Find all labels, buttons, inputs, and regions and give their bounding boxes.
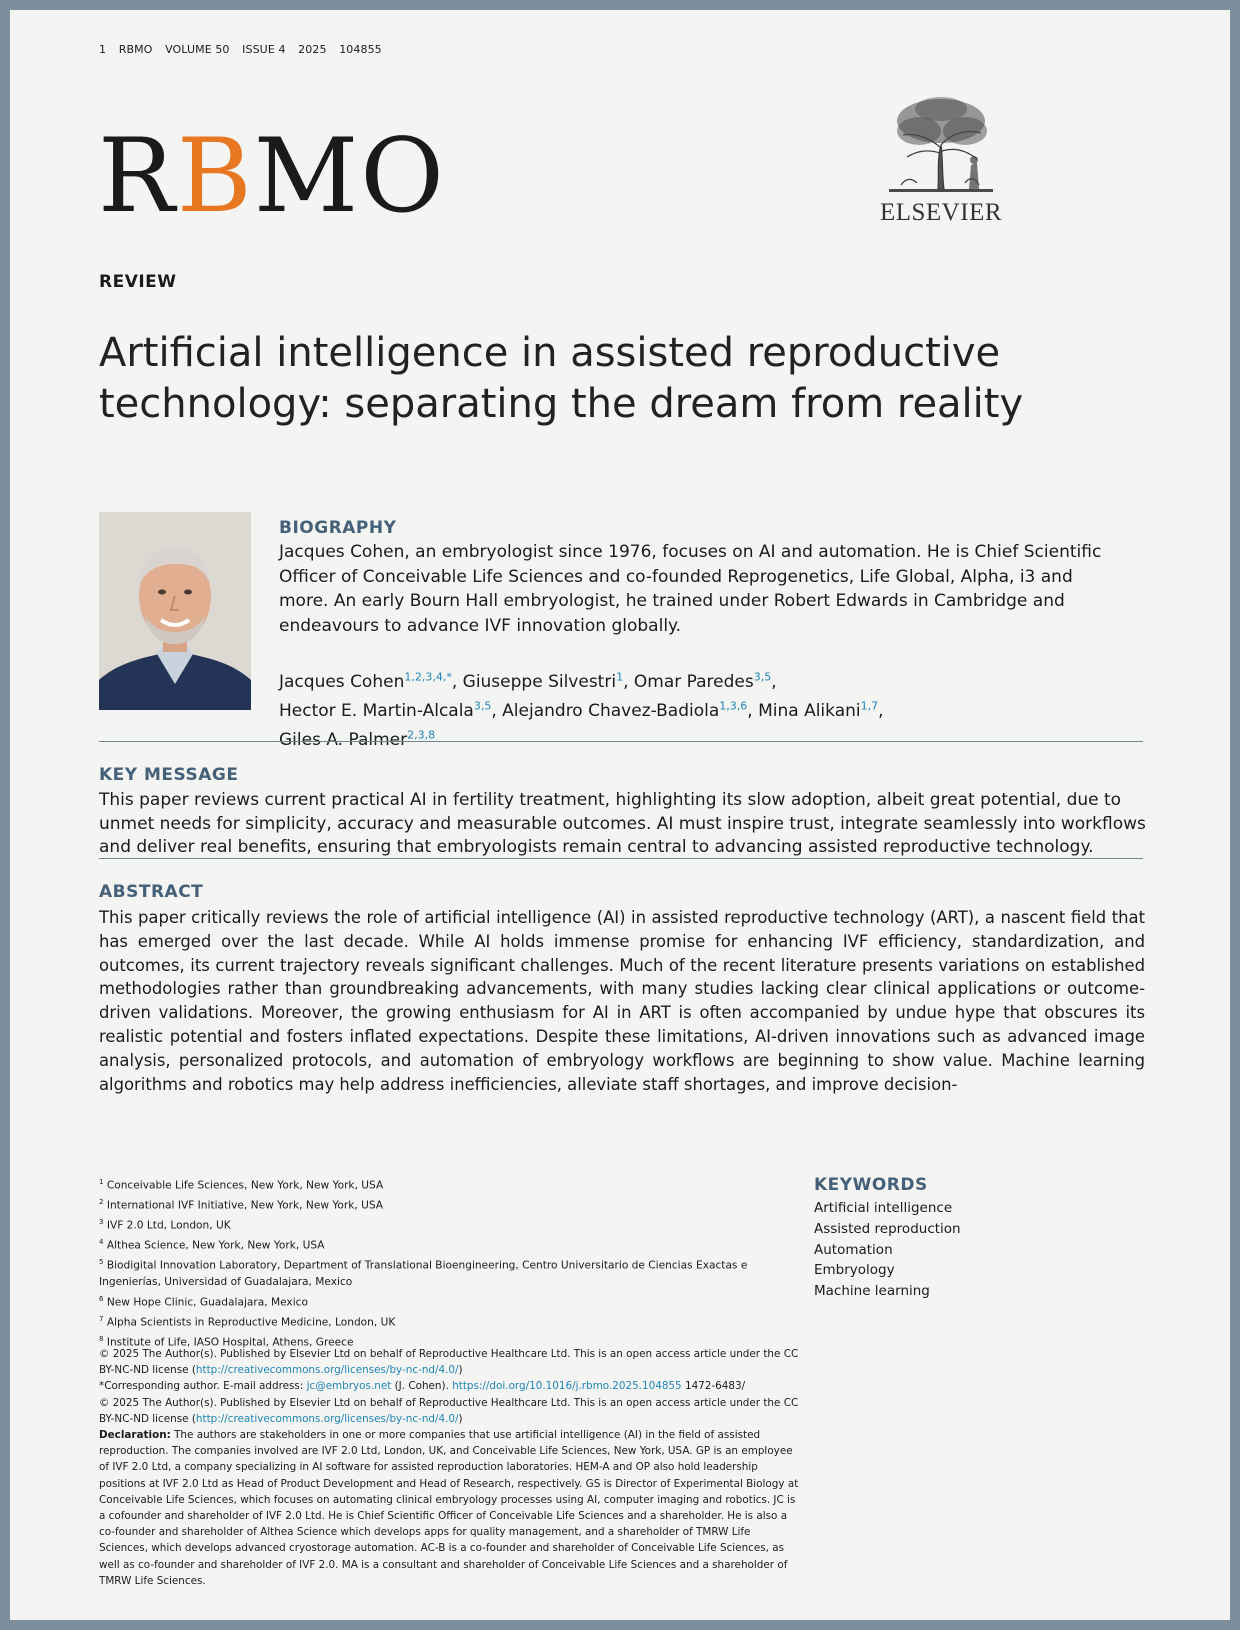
affiliations xyxy=(99,1174,779,1351)
affiliation: $^4$ Althea Science, New York, New York, USA xyxy=(99,1238,325,1252)
keyword: Assisted reproduction xyxy=(814,1220,961,1237)
logo-letters-mo: MO xyxy=(253,117,446,236)
publisher-name: ELSEVIER xyxy=(879,199,1003,226)
abstract-text: This paper critically reviews the role of artificial intelligence (AI) in assisted reproductive technology (ART), a nascent field that has emerged over the last decade. While AI holds immense promise for enhancing IVF efficiency, standardization, and outcomes, its current trajectory reveals significant challenges. Much of the recent literature presents variations on established methodologies rather than groundbreaking advancements, with many studies lacking clear clinical applications or outcome-driven validations. Moreover, the growing enthusiasm for AI in ART is often accompanied by undue hype that obscures its realistic potential and fosters inflated expectations. Despite these limitations, AI-driven innovations such as advanced image analysis, personalized protocols, and automation of embryology workflows are beginning to show value. Machine learning algorithms and robotics may help address inefficiencies, alleviate staff shortages, and improve decision- xyxy=(99,908,1145,1094)
declaration: Declaration: The authors are stakeholders in one or more companies that use artificial intelligence (AI) in the field of assisted reproduction. The companies involved are IVF 2.0 Ltd, London, UK, and Conceivable Life Sciences, New York, USA. GP is an employee of IVF 2.0 Ltd, a company specializing in AI software for assisted reproduction laboratories. HEM-A and OP also hold leadership positions at IVF 2.0 Ltd as Head of Product Development and Head of Research, respectively. GS is Director of Experimental Biology at Conceivable Life Sciences, which focuses on automating clinical embryology processes using AI, computer imaging and robotics. JC is a cofounder and shareholder of IVF 2.0 Ltd. He is Chief Scientific Officer of Conceivable Life Sciences and a shareholder. He is also a co-founder and shareholder of Althea Science which develops apps for quality management, and a shareholder of TMRW Life Sciences, which develops advanced cryostorage automation. AC-B is a co-founder and shareholder of Conceivable Life Sciences, as well as co-founder and shareholder of IVF 2.0. MA is a consultant and shareholder of Conceivable Life Sciences and a shareholder of TMRW Life Sciences. xyxy=(99,1429,799,1587)
year: 2025 xyxy=(298,43,327,56)
author: Hector E. Martin-Alcala$^{3,5}$, xyxy=(279,699,503,721)
author: Jacques Cohen$^{1,2,3,4,*}$, xyxy=(279,670,463,692)
license-link[interactable]: http://creativecommons.org/licenses/by-nc-nd/4.0/ xyxy=(195,1412,459,1425)
affiliation: $^7$ Alpha Scientists in Reproductive Medicine, London, UK xyxy=(99,1314,396,1329)
article-title: Artificial intelligence in assisted reproductive technology: separating the dream from reality xyxy=(99,330,1024,427)
keywords-heading: KEYWORDS xyxy=(814,1175,928,1195)
keywords-list xyxy=(814,1198,961,1302)
affiliation: $^6$ New Hope Clinic, Guadalajara, Mexico xyxy=(99,1294,308,1309)
author: Alejandro Chavez-Badiola$^{1,3,6}$, xyxy=(502,699,759,721)
affiliation: $^5$ Biodigital Innovation Laboratory, Department of Translational Bioengineering, Centro Universitario de Ciencias Exactas e Ingenierías, Universidad of Guadalajara, Mexico xyxy=(99,1258,748,1289)
logo-letter-b: B xyxy=(176,117,254,236)
biography-text: Jacques Cohen, an embryologist since 1976, focuses on AI and automation. He is Chief Scientific Officer of Conceivable Life Sciences and co-founded Reprogenetics, Life Global, Alpha, i3 and more. An early Bourn Hall embryologist, he trained under Robert Edwards in Cambridge and endeavours to advance IVF innovation globally. xyxy=(279,542,1102,636)
copyright-notice-repeat: © 2025 The Author(s). Published by Elsevier Ltd on behalf of Reproductive Healthcare Ltd. This is an open access article under the CC BY-NC-ND license (http://creativecommons.org/licenses/by-nc-nd/4.0/) xyxy=(99,1396,799,1425)
article-number: 104855 xyxy=(339,43,382,56)
biography-heading: BIOGRAPHY xyxy=(279,518,397,538)
divider xyxy=(99,741,1143,742)
author: Giles A. Palmer$^{2,3,8}$ xyxy=(279,728,436,750)
author: Mina Alikani$^{1,7}$, xyxy=(758,699,884,721)
logo-letter-r: R xyxy=(98,117,177,236)
article-page xyxy=(10,10,1230,1620)
license-link[interactable]: http://creativecommons.org/licenses/by-nc-nd/4.0/ xyxy=(195,1364,459,1377)
affiliation: $^1$ Conceivable Life Sciences, New York, New York, USA xyxy=(99,1178,384,1192)
abstract-heading: ABSTRACT xyxy=(99,882,204,902)
author-photo xyxy=(99,512,251,710)
section-label: REVIEW xyxy=(99,272,177,292)
portrait-image xyxy=(99,512,251,710)
volume: VOLUME 50 xyxy=(165,43,230,56)
key-message-heading: KEY MESSAGE xyxy=(99,765,239,785)
author: Omar Paredes$^{3,5}$, xyxy=(633,670,777,692)
elsevier-tree-icon xyxy=(881,93,1001,197)
page-number: 1 xyxy=(99,43,107,56)
corresponding-author: *Corresponding author. E-mail address: jc@embryos.net (J. Cohen). https://doi.org/10.1016/j.rbmo.2025.104855 1472-6483/ xyxy=(99,1380,746,1393)
keyword: Artificial intelligence xyxy=(814,1200,953,1216)
keyword: Automation xyxy=(814,1241,893,1258)
key-message-text: This paper reviews current practical AI in fertility treatment, highlighting its slow adoption, albeit great potential, due to unmet needs for simplicity, accuracy and measurable outcomes. AI must inspire trust, integrate seamlessly into workflows and deliver real benefits, ensuring that embryologists remain central to advancing assisted reproductive technology. xyxy=(99,790,1146,857)
keyword: Machine learning xyxy=(814,1283,930,1300)
author: Giuseppe Silvestri$^1$, xyxy=(462,670,634,692)
footnotes xyxy=(99,1346,799,1589)
doi-link[interactable]: https://doi.org/10.1016/j.rbmo.2025.104855 xyxy=(452,1380,682,1393)
divider xyxy=(99,858,1143,859)
elsevier-logo xyxy=(866,93,1016,227)
journal-abbrev: RBMO xyxy=(118,43,153,56)
author-list xyxy=(279,665,1124,752)
running-head xyxy=(99,43,391,56)
copyright-notice: © 2025 The Author(s). Published by Elsevier Ltd on behalf of Reproductive Healthcare Ltd. This is an open access article under the CC BY-NC-ND license (http://creativecommons.org/licenses/by-nc-nd/4.0/) xyxy=(99,1348,799,1377)
email-link[interactable]: jc@embryos.net xyxy=(306,1380,392,1393)
affiliation: $^2$ International IVF Initiative, New York, New York, USA xyxy=(99,1198,384,1212)
rbmo-logo xyxy=(98,117,446,236)
keyword: Embryology xyxy=(814,1262,895,1279)
affiliation: $^3$ IVF 2.0 Ltd, London, UK xyxy=(99,1218,231,1232)
affiliation: $^8$ Institute of Life, IASO Hospital, Athens, Greece xyxy=(99,1334,354,1349)
issue: ISSUE 4 xyxy=(242,43,286,56)
